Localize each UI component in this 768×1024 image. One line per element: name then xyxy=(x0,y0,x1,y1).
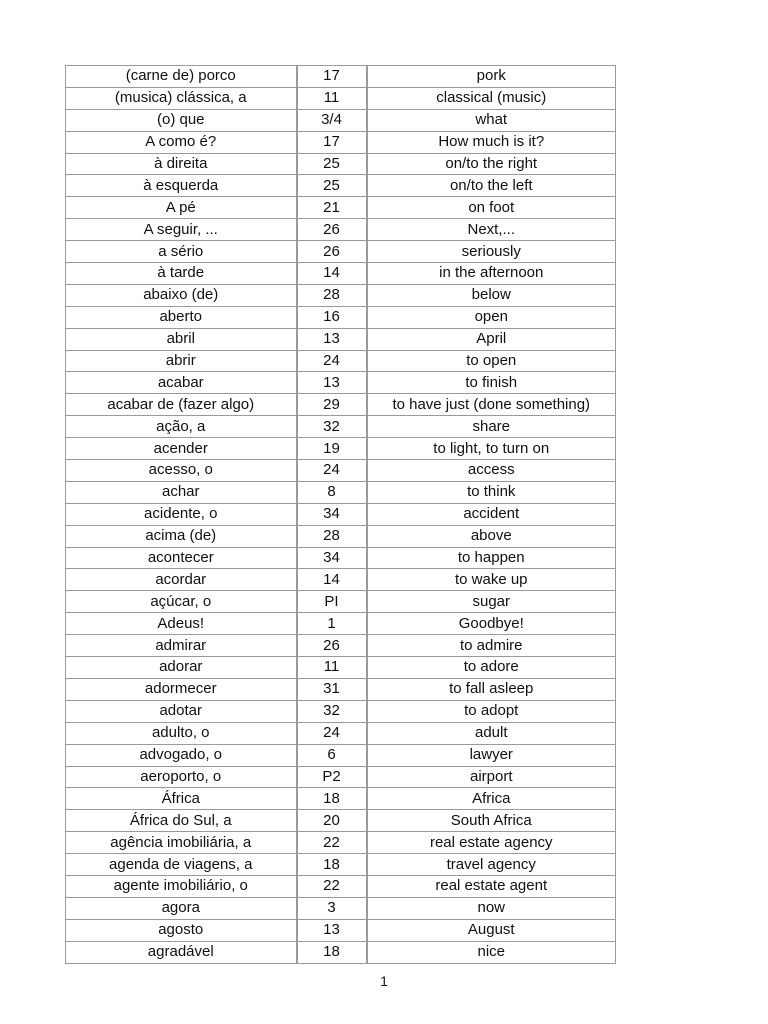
table-row xyxy=(66,657,616,679)
lesson-number-cell: PI xyxy=(297,591,367,613)
lesson-number-cell: 21 xyxy=(297,197,367,219)
portuguese-term-cell: agente imobiliário, o xyxy=(66,875,297,897)
english-translation-cell: below xyxy=(367,284,616,306)
table-row xyxy=(66,569,616,591)
lesson-number-cell: 26 xyxy=(297,241,367,263)
portuguese-term-cell: abril xyxy=(66,328,297,350)
portuguese-term-cell: adotar xyxy=(66,700,297,722)
table-row xyxy=(66,197,616,219)
table-row xyxy=(66,854,616,876)
lesson-number-cell: 1 xyxy=(297,613,367,635)
english-translation-cell: to wake up xyxy=(367,569,616,591)
table-row xyxy=(66,394,616,416)
table-row xyxy=(66,350,616,372)
table-row xyxy=(66,875,616,897)
lesson-number-cell: 28 xyxy=(297,284,367,306)
lesson-number-cell: 26 xyxy=(297,635,367,657)
lesson-number-cell: 25 xyxy=(297,175,367,197)
english-translation-cell: April xyxy=(367,328,616,350)
table-row xyxy=(66,766,616,788)
portuguese-term-cell: A pé xyxy=(66,197,297,219)
english-translation-cell: Africa xyxy=(367,788,616,810)
english-translation-cell: to have just (done something) xyxy=(367,394,616,416)
portuguese-term-cell: agora xyxy=(66,897,297,919)
table-row xyxy=(66,613,616,635)
portuguese-term-cell: acordar xyxy=(66,569,297,591)
portuguese-term-cell: acabar de (fazer algo) xyxy=(66,394,297,416)
english-translation-cell: real estate agent xyxy=(367,875,616,897)
portuguese-term-cell: acima (de) xyxy=(66,525,297,547)
portuguese-term-cell: aberto xyxy=(66,306,297,328)
page-number: 1 xyxy=(380,973,388,989)
lesson-number-cell: 22 xyxy=(297,875,367,897)
table-row xyxy=(66,284,616,306)
table-row xyxy=(66,591,616,613)
english-translation-cell: travel agency xyxy=(367,854,616,876)
lesson-number-cell: 24 xyxy=(297,460,367,482)
table-row xyxy=(66,306,616,328)
table-row xyxy=(66,109,616,131)
portuguese-term-cell: à direita xyxy=(66,153,297,175)
english-translation-cell: Next,... xyxy=(367,219,616,241)
portuguese-term-cell: açúcar, o xyxy=(66,591,297,613)
portuguese-term-cell: adulto, o xyxy=(66,722,297,744)
portuguese-term-cell: (musica) clássica, a xyxy=(66,87,297,109)
lesson-number-cell: 19 xyxy=(297,438,367,460)
lesson-number-cell: 28 xyxy=(297,525,367,547)
lesson-number-cell: 8 xyxy=(297,481,367,503)
portuguese-term-cell: acidente, o xyxy=(66,503,297,525)
english-translation-cell: above xyxy=(367,525,616,547)
english-translation-cell: How much is it? xyxy=(367,131,616,153)
table-row xyxy=(66,897,616,919)
lesson-number-cell: 17 xyxy=(297,66,367,88)
lesson-number-cell: 13 xyxy=(297,328,367,350)
portuguese-term-cell: acabar xyxy=(66,372,297,394)
portuguese-term-cell: acesso, o xyxy=(66,460,297,482)
vocabulary-table xyxy=(65,65,616,964)
portuguese-term-cell: achar xyxy=(66,481,297,503)
lesson-number-cell: 24 xyxy=(297,350,367,372)
english-translation-cell: to adore xyxy=(367,657,616,679)
portuguese-term-cell: adormecer xyxy=(66,678,297,700)
english-translation-cell: on/to the right xyxy=(367,153,616,175)
english-translation-cell: adult xyxy=(367,722,616,744)
portuguese-term-cell: (carne de) porco xyxy=(66,66,297,88)
english-translation-cell: to happen xyxy=(367,547,616,569)
table-row xyxy=(66,131,616,153)
lesson-number-cell: 22 xyxy=(297,832,367,854)
english-translation-cell: on foot xyxy=(367,197,616,219)
lesson-number-cell: 34 xyxy=(297,503,367,525)
table-row xyxy=(66,460,616,482)
portuguese-term-cell: África xyxy=(66,788,297,810)
english-translation-cell: classical (music) xyxy=(367,87,616,109)
english-translation-cell: what xyxy=(367,109,616,131)
portuguese-term-cell: A como é? xyxy=(66,131,297,153)
english-translation-cell: real estate agency xyxy=(367,832,616,854)
vocabulary-table-body xyxy=(66,66,616,964)
lesson-number-cell: 11 xyxy=(297,87,367,109)
table-row xyxy=(66,722,616,744)
lesson-number-cell: 20 xyxy=(297,810,367,832)
lesson-number-cell: 24 xyxy=(297,722,367,744)
portuguese-term-cell: agradável xyxy=(66,941,297,963)
english-translation-cell: lawyer xyxy=(367,744,616,766)
lesson-number-cell: 29 xyxy=(297,394,367,416)
lesson-number-cell: 14 xyxy=(297,263,367,285)
english-translation-cell: sugar xyxy=(367,591,616,613)
table-row xyxy=(66,87,616,109)
english-translation-cell: now xyxy=(367,897,616,919)
lesson-number-cell: 16 xyxy=(297,306,367,328)
english-translation-cell: access xyxy=(367,460,616,482)
table-row xyxy=(66,416,616,438)
lesson-number-cell: 14 xyxy=(297,569,367,591)
portuguese-term-cell: à esquerda xyxy=(66,175,297,197)
portuguese-term-cell: Adeus! xyxy=(66,613,297,635)
lesson-number-cell: 3 xyxy=(297,897,367,919)
portuguese-term-cell: agenda de viagens, a xyxy=(66,854,297,876)
portuguese-term-cell: abrir xyxy=(66,350,297,372)
portuguese-term-cell: A seguir, ... xyxy=(66,219,297,241)
lesson-number-cell: 17 xyxy=(297,131,367,153)
lesson-number-cell: 11 xyxy=(297,657,367,679)
table-row xyxy=(66,919,616,941)
lesson-number-cell: 18 xyxy=(297,788,367,810)
portuguese-term-cell: agosto xyxy=(66,919,297,941)
english-translation-cell: accident xyxy=(367,503,616,525)
portuguese-term-cell: a sério xyxy=(66,241,297,263)
portuguese-term-cell: ação, a xyxy=(66,416,297,438)
lesson-number-cell: P2 xyxy=(297,766,367,788)
english-translation-cell: Goodbye! xyxy=(367,613,616,635)
english-translation-cell: to light, to turn on xyxy=(367,438,616,460)
lesson-number-cell: 32 xyxy=(297,700,367,722)
english-translation-cell: to admire xyxy=(367,635,616,657)
lesson-number-cell: 34 xyxy=(297,547,367,569)
english-translation-cell: seriously xyxy=(367,241,616,263)
table-row xyxy=(66,788,616,810)
lesson-number-cell: 13 xyxy=(297,919,367,941)
english-translation-cell: share xyxy=(367,416,616,438)
portuguese-term-cell: África do Sul, a xyxy=(66,810,297,832)
table-row xyxy=(66,263,616,285)
table-row xyxy=(66,635,616,657)
english-translation-cell: in the afternoon xyxy=(367,263,616,285)
english-translation-cell: on/to the left xyxy=(367,175,616,197)
table-row xyxy=(66,503,616,525)
english-translation-cell: to finish xyxy=(367,372,616,394)
english-translation-cell: to fall asleep xyxy=(367,678,616,700)
portuguese-term-cell: admirar xyxy=(66,635,297,657)
table-row xyxy=(66,810,616,832)
table-row xyxy=(66,175,616,197)
lesson-number-cell: 18 xyxy=(297,941,367,963)
english-translation-cell: South Africa xyxy=(367,810,616,832)
english-translation-cell: to adopt xyxy=(367,700,616,722)
lesson-number-cell: 26 xyxy=(297,219,367,241)
table-row xyxy=(66,438,616,460)
table-row xyxy=(66,832,616,854)
lesson-number-cell: 3/4 xyxy=(297,109,367,131)
portuguese-term-cell: agência imobiliária, a xyxy=(66,832,297,854)
english-translation-cell: August xyxy=(367,919,616,941)
table-row xyxy=(66,678,616,700)
table-row xyxy=(66,153,616,175)
table-row xyxy=(66,481,616,503)
lesson-number-cell: 25 xyxy=(297,153,367,175)
lesson-number-cell: 18 xyxy=(297,854,367,876)
english-translation-cell: pork xyxy=(367,66,616,88)
portuguese-term-cell: à tarde xyxy=(66,263,297,285)
lesson-number-cell: 31 xyxy=(297,678,367,700)
portuguese-term-cell: acontecer xyxy=(66,547,297,569)
portuguese-term-cell: abaixo (de) xyxy=(66,284,297,306)
portuguese-term-cell: acender xyxy=(66,438,297,460)
table-row xyxy=(66,241,616,263)
lesson-number-cell: 13 xyxy=(297,372,367,394)
table-row xyxy=(66,941,616,963)
lesson-number-cell: 32 xyxy=(297,416,367,438)
table-row xyxy=(66,66,616,88)
portuguese-term-cell: advogado, o xyxy=(66,744,297,766)
lesson-number-cell: 6 xyxy=(297,744,367,766)
english-translation-cell: airport xyxy=(367,766,616,788)
english-translation-cell: to think xyxy=(367,481,616,503)
table-row xyxy=(66,372,616,394)
english-translation-cell: nice xyxy=(367,941,616,963)
table-row xyxy=(66,219,616,241)
table-row xyxy=(66,547,616,569)
english-translation-cell: to open xyxy=(367,350,616,372)
table-row xyxy=(66,525,616,547)
table-row xyxy=(66,700,616,722)
portuguese-term-cell: aeroporto, o xyxy=(66,766,297,788)
table-row xyxy=(66,328,616,350)
table-row xyxy=(66,744,616,766)
english-translation-cell: open xyxy=(367,306,616,328)
portuguese-term-cell: adorar xyxy=(66,657,297,679)
portuguese-term-cell: (o) que xyxy=(66,109,297,131)
